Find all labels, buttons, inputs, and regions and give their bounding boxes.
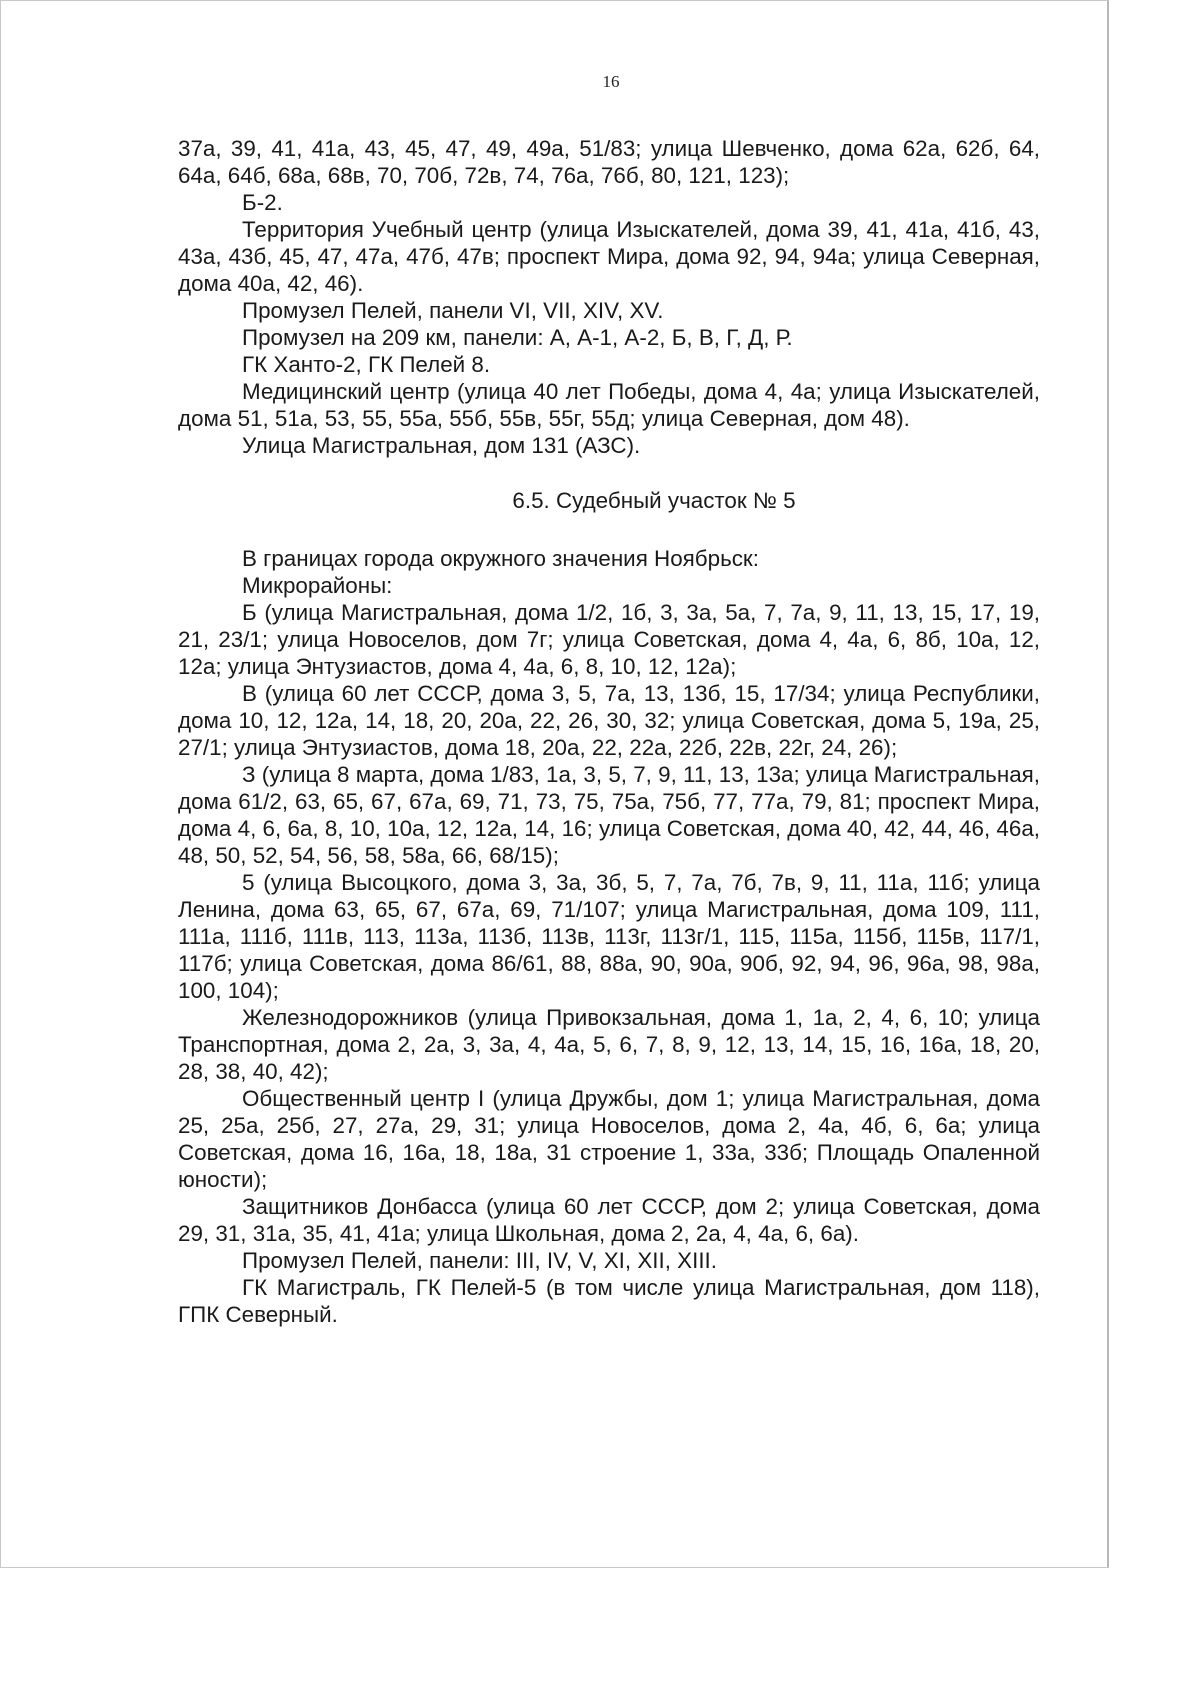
paragraph: Железнодорожников (улица Привокзальная, дома 1, 1а, 2, 4, 6, 10; улица Транспортная, дома 2, 2а, 3, 3а, 4, 4а, 5, 6, 7, 8, 9, 12, 13, 14, 15, 16, 16а, 18, 20, 28, 38, 40, 42); [178, 1005, 1040, 1084]
paragraph: Улица Магистральная, дом 131 (АЗС). [242, 433, 641, 458]
section-heading: 6.5. Судебный участок № 5 [512, 488, 796, 513]
paragraph: З (улица 8 марта, дома 1/83, 1а, 3, 5, 7, 9, 11, 13, 13а; улица Магистральная, дома 61/2, 63, 65, 67, 67а, 69, 71, 73, 75, 75а, 75б, 77, 77а, 79, 81; проспект Мира, дома 4, 6, 6а, 8, 10, 10а, 12, 12а, 14, 16; улица Советская, дома 40, 42, 44, 46, 46а, 48, 50, 52, 54, 56, 58, 58а, 66, 68/15); [178, 762, 1040, 868]
paragraph: Б-2. [242, 190, 283, 215]
paragraph: В границах города окружного значения Ноябрьск: [242, 546, 759, 571]
paragraph: Общественный центр I (улица Дружбы, дом 1; улица Магистральная, дома 25, 25а, 25б, 27, 27а, 29, 31; улица Новоселов, дома 2, 4а, 4б, 6, 6а; улица Советская, дома 16, 16а, 18, 18а, 31 строение 1, 33а, 33б; Площадь Опаленной юности); [178, 1086, 1040, 1192]
paragraph: 5 (улица Высоцкого, дома 3, 3а, 3б, 5, 7, 7а, 7б, 7в, 9, 11, 11а, 11б; улица Ленина, дома 63, 65, 67, 67а, 69, 71/107; улица Магистральная, дома 109, 111, 111а, 111б, 111в, 113, 113а, 113б, 113в, 113г, 113г/1, 115, 115а, 115б, 115в, 117/1, 117б; улица Советская, дома 86/61, 88, 88а, 90, 90а, 90б, 92, 94, 96, 96а, 98, 98а, 100, 104); [178, 870, 1040, 1003]
paragraph: Промузел на 209 км, панели: А, А-1, А-2, Б, В, Г, Д, Р. [242, 325, 793, 350]
paragraph: Микрорайоны: [242, 573, 393, 598]
paragraph: Б (улица Магистральная, дома 1/2, 1б, 3, 3а, 5а, 7, 7а, 9, 11, 13, 15, 17, 19, 21, 23/1; улица Новоселов, дом 7г; улица Советская, дома 4, 4а, 6, 8б, 10а, 12, 12а; улица Энтузиастов, дома 4, 4а, 6, 8, 10, 12, 12а); [178, 600, 1040, 679]
document-body [178, 135, 1040, 1328]
paragraph: Территория Учебный центр (улица Изыскателей, дома 39, 41, 41а, 41б, 43, 43а, 43б, 45, 47, 47а, 47б, 47в; проспект Мира, дома 92, 94, 94а; улица Северная, дома 40а, 42, 46). [178, 217, 1040, 296]
paragraph: ГК Магистраль, ГК Пелей-5 (в том числе улица Магистральная, дом 118), ГПК Северный. [178, 1275, 1040, 1327]
paragraph: В (улица 60 лет СССР, дома 3, 5, 7а, 13, 13б, 15, 17/34; улица Республики, дома 10, 12, 12а, 14, 18, 20, 20а, 22, 26, 30, 32; улица Советская, дома 5, 19а, 25, 27/1; улица Энтузиастов, дома 18, 20а, 22, 22а, 22б, 22в, 22г, 24, 26); [178, 681, 1040, 760]
paragraph: 37а, 39, 41, 41а, 43, 45, 47, 49, 49а, 51/83; улица Шевченко, дома 62а, 62б, 64, 64а, 64б, 68а, 68в, 70, 70б, 72в, 74, 76а, 76б, 80, 121, 123); [178, 136, 1040, 188]
paragraph: Защитников Донбасса (улица 60 лет СССР, дом 2; улица Советская, дома 29, 31, 31а, 35, 41, 41а; улица Школьная, дома 2, 2а, 4, 4а, 6, 6а). [178, 1194, 1040, 1246]
paragraph: Промузел Пелей, панели VI, VII, XIV, XV. [242, 298, 664, 323]
page-number: 16 [602, 72, 620, 91]
paragraph: Медицинский центр (улица 40 лет Победы, дома 4, 4а; улица Изыскателей, дома 51, 51а, 53, 55, 55а, 55б, 55в, 55г, 55д; улица Северная, дом 48). [178, 379, 1040, 431]
spacer [178, 514, 1040, 545]
paragraph: ГК Ханто-2, ГК Пелей 8. [242, 352, 491, 377]
paragraph: Промузел Пелей, панели: III, IV, V, XI, XII, XIII. [242, 1248, 717, 1273]
